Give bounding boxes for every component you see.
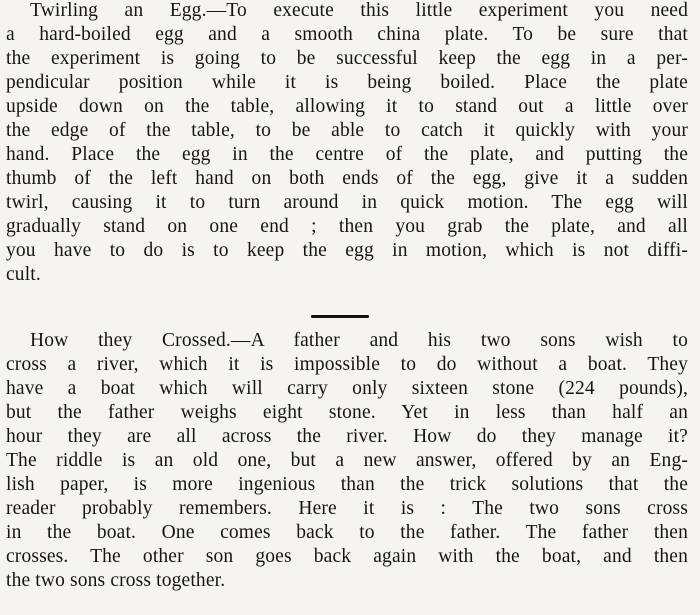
- text-line: reader probably remembers. Here it is : The two sons cross: [6, 498, 688, 519]
- text-line: thumb of the left hand on both ends of the egg, give it a sudden: [6, 168, 688, 189]
- text-line: the two sons cross together.: [6, 570, 226, 591]
- text-line: Twirling an Egg.—To execute this little experiment you need: [30, 0, 688, 21]
- text-line: the experiment is going to be successful keep the egg in a per-: [6, 48, 688, 69]
- text-line: How they Crossed.—A father and his two sons wish to: [30, 330, 688, 351]
- text-line: you have to do is to keep the egg in motion, which is not diffi-: [6, 240, 688, 261]
- text-line: hour they are all across the river. How do they manage it?: [6, 426, 688, 447]
- text-line: the edge of the table, to be able to catch it quickly with your: [6, 120, 688, 141]
- text-line: have a boat which will carry only sixteen stone (224 pounds),: [6, 378, 688, 399]
- text-line: in the boat. One comes back to the father. The father then: [6, 522, 688, 543]
- text-line: pendicular position while it is being boiled. Place the plate: [6, 72, 688, 93]
- text-line: upside down on the table, allowing it to stand out a little over: [6, 96, 688, 117]
- text-line: The riddle is an old one, but a new answer, offered by an Eng-: [6, 450, 688, 471]
- text-line: gradually stand on one end ; then you grab the plate, and all: [6, 216, 688, 237]
- section-divider: [311, 315, 369, 318]
- text-line: crosses. The other son goes back again with the boat, and then: [6, 546, 688, 567]
- text-line: cross a river, which it is impossible to do without a boat. They: [6, 354, 688, 375]
- text-line: a hard-boiled egg and a smooth china plate. To be sure that: [6, 24, 688, 45]
- text-line: lish paper, is more ingenious than the trick solutions that the: [6, 474, 688, 495]
- text-line: cult.: [6, 264, 41, 285]
- text-line: hand. Place the egg in the centre of the plate, and putting the: [6, 144, 688, 165]
- text-line: twirl, causing it to turn around in quick motion. The egg will: [6, 192, 688, 213]
- text-line: but the father weighs eight stone. Yet in less than half an: [6, 402, 688, 423]
